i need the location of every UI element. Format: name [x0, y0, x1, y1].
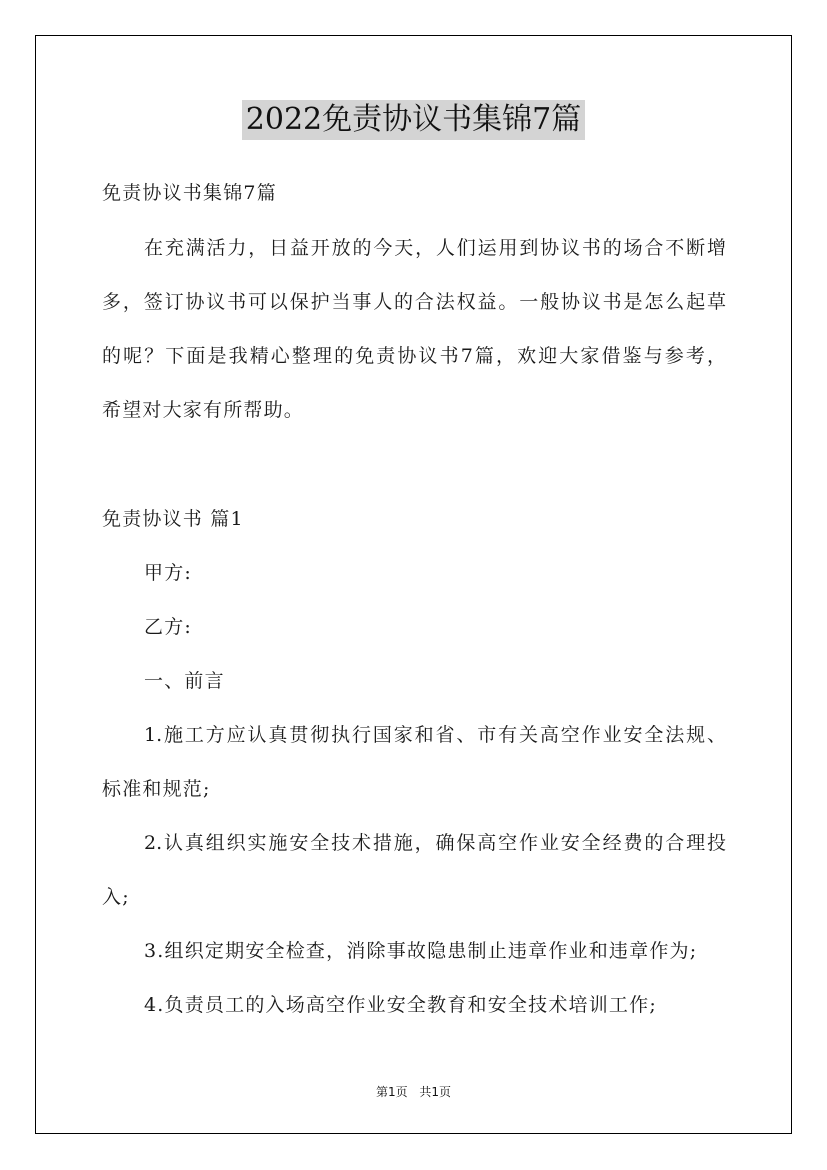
- clause-line: 标准和规范;: [102, 778, 211, 800]
- party-b-label: 乙方:: [144, 616, 193, 638]
- clause-line: 4.负责员工的入场高空作业安全教育和安全技术培训工作;: [144, 994, 657, 1016]
- clause-line: 3.组织定期安全检查，消除事故隐患制止违章作业和违章作为;: [144, 940, 698, 962]
- section-heading: 免责协议书 篇1: [102, 508, 244, 530]
- intro-line: 的呢？下面是我精心整理的免责协议书7篇，欢迎大家借鉴与参考，: [102, 345, 726, 367]
- title-container: [0, 100, 827, 140]
- clause-line: 1.施工方应认真贯彻执行国家和省、市有关高空作业安全法规、: [144, 724, 726, 746]
- preface-heading: 一、前言: [144, 670, 225, 692]
- page-footer: [0, 1084, 827, 1100]
- page-total: 共1页: [419, 1085, 452, 1099]
- intro-line: 在充满活力，日益开放的今天，人们运用到协议书的场合不断增: [144, 237, 726, 259]
- intro-line: 多，签订协议书可以保护当事人的合法权益。一般协议书是怎么起草: [102, 291, 726, 313]
- clause-line: 入;: [102, 886, 130, 908]
- clause-line: 2.认真组织实施安全技术措施，确保高空作业安全经费的合理投: [144, 832, 726, 854]
- document-title: 2022免责协议书集锦7篇: [242, 100, 585, 140]
- party-a-label: 甲方:: [144, 562, 193, 584]
- document-subtitle: 免责协议书集锦7篇: [102, 182, 277, 204]
- intro-line: 希望对大家有所帮助。: [102, 399, 305, 421]
- page-number: 第1页: [375, 1085, 408, 1099]
